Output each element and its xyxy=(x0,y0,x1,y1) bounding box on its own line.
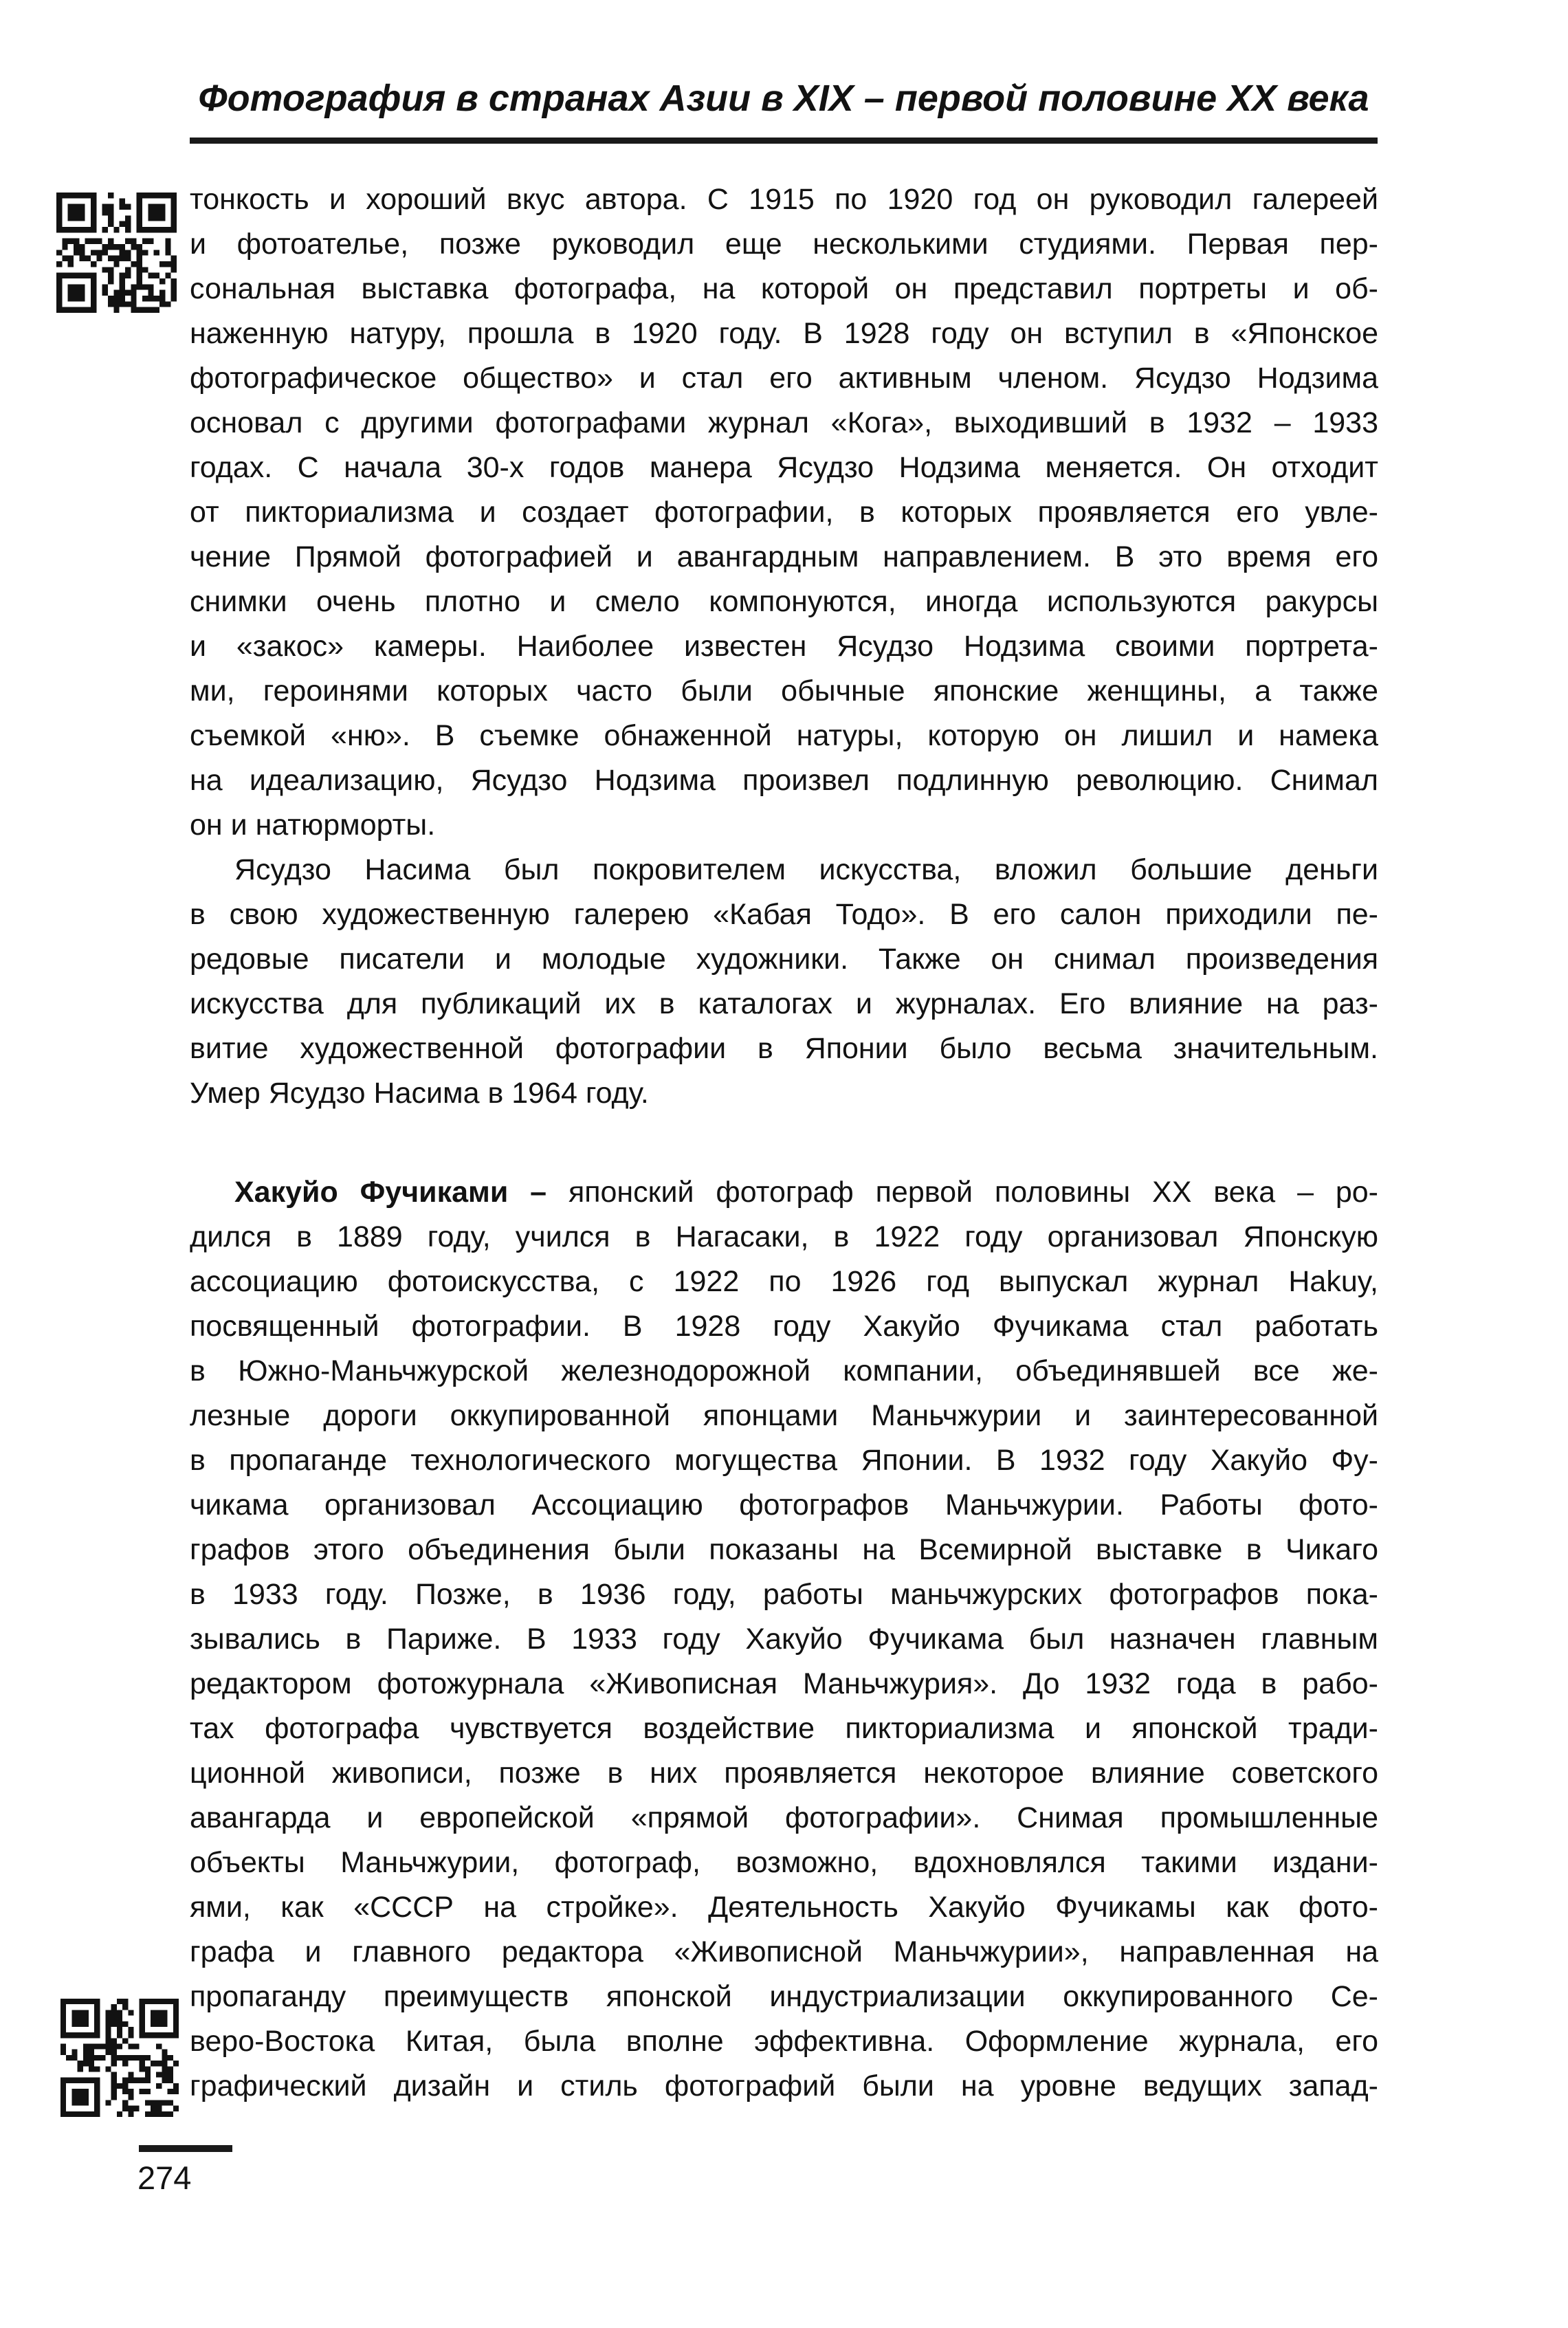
text-line: и «закос» камеры. Наиболее известен Ясудзо Нодзима своими портрета- xyxy=(190,630,1378,663)
text-line: графический дизайн и стиль фотографий были на уровне ведущих запад- xyxy=(190,2069,1378,2102)
text-line: зывались в Париже. В 1933 году Хакуйо Фучикама был назначен главным xyxy=(190,1623,1378,1656)
text-line: Ясудзо Насима был покровителем искусства, вложил большие деньги xyxy=(234,853,1378,886)
text-line: искусства для публикаций их в каталогах и журналах. Его влияние на раз- xyxy=(190,987,1378,1020)
text-line: посвященный фотографии. В 1928 году Хакуйо Фучикама стал работать xyxy=(190,1310,1378,1343)
text-line: редовые писатели и молодые художники. Также он снимал произведения xyxy=(190,943,1378,976)
text-line: наженную натуру, прошла в 1920 году. В 1928 году он вступил в «Японское xyxy=(190,317,1378,350)
text-line: съемкой «ню». В съемке обнаженной натуры, которую он лишил и намека xyxy=(190,719,1378,752)
text-column xyxy=(190,177,1378,2109)
text-line: редактором фотожурнала «Живописная Маньчжурия». До 1932 года в рабо- xyxy=(190,1667,1378,1700)
text-line: снимки очень плотно и смело компонуются, иногда используются ракурсы xyxy=(190,585,1378,618)
text-line: лезные дороги оккупированной японцами Маньчжурии и заинтересованной xyxy=(190,1399,1378,1432)
text-line: основал с другими фотографами журнал «Кога», выходивший в 1932 – 1933 xyxy=(190,406,1378,439)
text-line: объекты Маньчжурии, фотограф, возможно, вдохновлялся такими издани- xyxy=(190,1846,1378,1879)
text-line: Умер Ясудзо Насима в 1964 году. xyxy=(190,1077,649,1110)
page-number: 274 xyxy=(137,2160,192,2196)
text-line: сональная выставка фотографа, на которой он представил портреты и об- xyxy=(190,272,1378,305)
text-line: фотографическое общество» и стал его активным членом. Ясудзо Нодзима xyxy=(190,362,1378,395)
text-line: чение Прямой фотографией и авангардным направлением. В это время его xyxy=(190,540,1378,573)
text-line xyxy=(190,1170,1378,1215)
text-line: веро-Востока Китая, была вполне эффективна. Оформление журнала, его xyxy=(190,2025,1378,2058)
text-line: графа и главного редактора «Живописной Маньчжурии», направленная на xyxy=(190,1935,1378,1968)
text-line: ми, героинями которых часто были обычные японские женщины, а также xyxy=(190,674,1378,707)
header-rule xyxy=(190,138,1378,144)
paragraph xyxy=(190,177,1378,848)
text-line: годах. С начала 30-х годов манера Ясудзо Нодзима меняется. Он отходит xyxy=(190,451,1378,484)
qr-code-icon xyxy=(56,193,177,313)
footer-rule xyxy=(139,2145,232,2152)
text-line: графов этого объединения были показаны на Всемирной выставке в Чикаго xyxy=(190,1533,1378,1566)
text-line: от пикториализма и создает фотографии, в которых проявляется его увле- xyxy=(190,496,1378,529)
paragraph xyxy=(190,848,1378,1116)
text-line: чикама организовал Ассоциацию фотографов Маньчжурии. Работы фото- xyxy=(190,1489,1378,1522)
person-name-bold: Хакуйо Фучиками – xyxy=(234,1176,547,1209)
text-line: пропаганду преимуществ японской индустриализации оккупированного Се- xyxy=(190,1980,1378,2013)
paragraph xyxy=(190,1170,1378,2109)
text-line: в 1933 году. Позже, в 1936 году, работы маньчжурских фотографов пока- xyxy=(190,1578,1378,1611)
page-header-title: Фотография в странах Азии в XIX – первой половине XX века xyxy=(198,78,1369,119)
text-line: тонкость и хороший вкус автора. С 1915 по 1920 год он руководил галереей xyxy=(190,183,1378,216)
text-line: ционной живописи, позже в них проявляется некоторое влияние советского xyxy=(190,1757,1378,1790)
text-line: и фотоателье, позже руководил еще несколькими студиями. Первая пер- xyxy=(190,228,1378,261)
text-line: он и натюрморты. xyxy=(190,809,436,842)
qr-code-icon xyxy=(60,1999,179,2117)
text-line: в Южно-Маньчжурской железнодорожной компании, объединявшей все же- xyxy=(190,1354,1378,1387)
text-line: ями, как «СССР на стройке». Деятельность Хакуйо Фучикамы как фото- xyxy=(190,1891,1378,1924)
text-line: в свою художественную галерею «Кабая Тодо». В его салон приходили пе- xyxy=(190,898,1378,931)
text-line: тах фотографа чувствуется воздействие пикториализма и японской тради- xyxy=(190,1712,1378,1745)
text-line: ассоциацию фотоискусства, с 1922 по 1926 год выпускал журнал Hakuy, xyxy=(190,1265,1378,1298)
text-line: авангарда и европейской «прямой фотографии». Снимая промышленные xyxy=(190,1801,1378,1834)
text-line-rest: японский фотограф первой половины XX века – ро- xyxy=(546,1176,1378,1209)
text-line: на идеализацию, Ясудзо Нодзима произвел подлинную революцию. Снимал xyxy=(190,764,1378,797)
text-line: витие художественной фотографии в Японии было весьма значительным. xyxy=(190,1032,1378,1065)
text-line: дился в 1889 году, учился в Нагасаки, в 1922 году организовал Японскую xyxy=(190,1220,1378,1253)
text-line: в пропаганде технологического могущества Японии. В 1932 году Хакуйо Фу- xyxy=(190,1444,1378,1477)
